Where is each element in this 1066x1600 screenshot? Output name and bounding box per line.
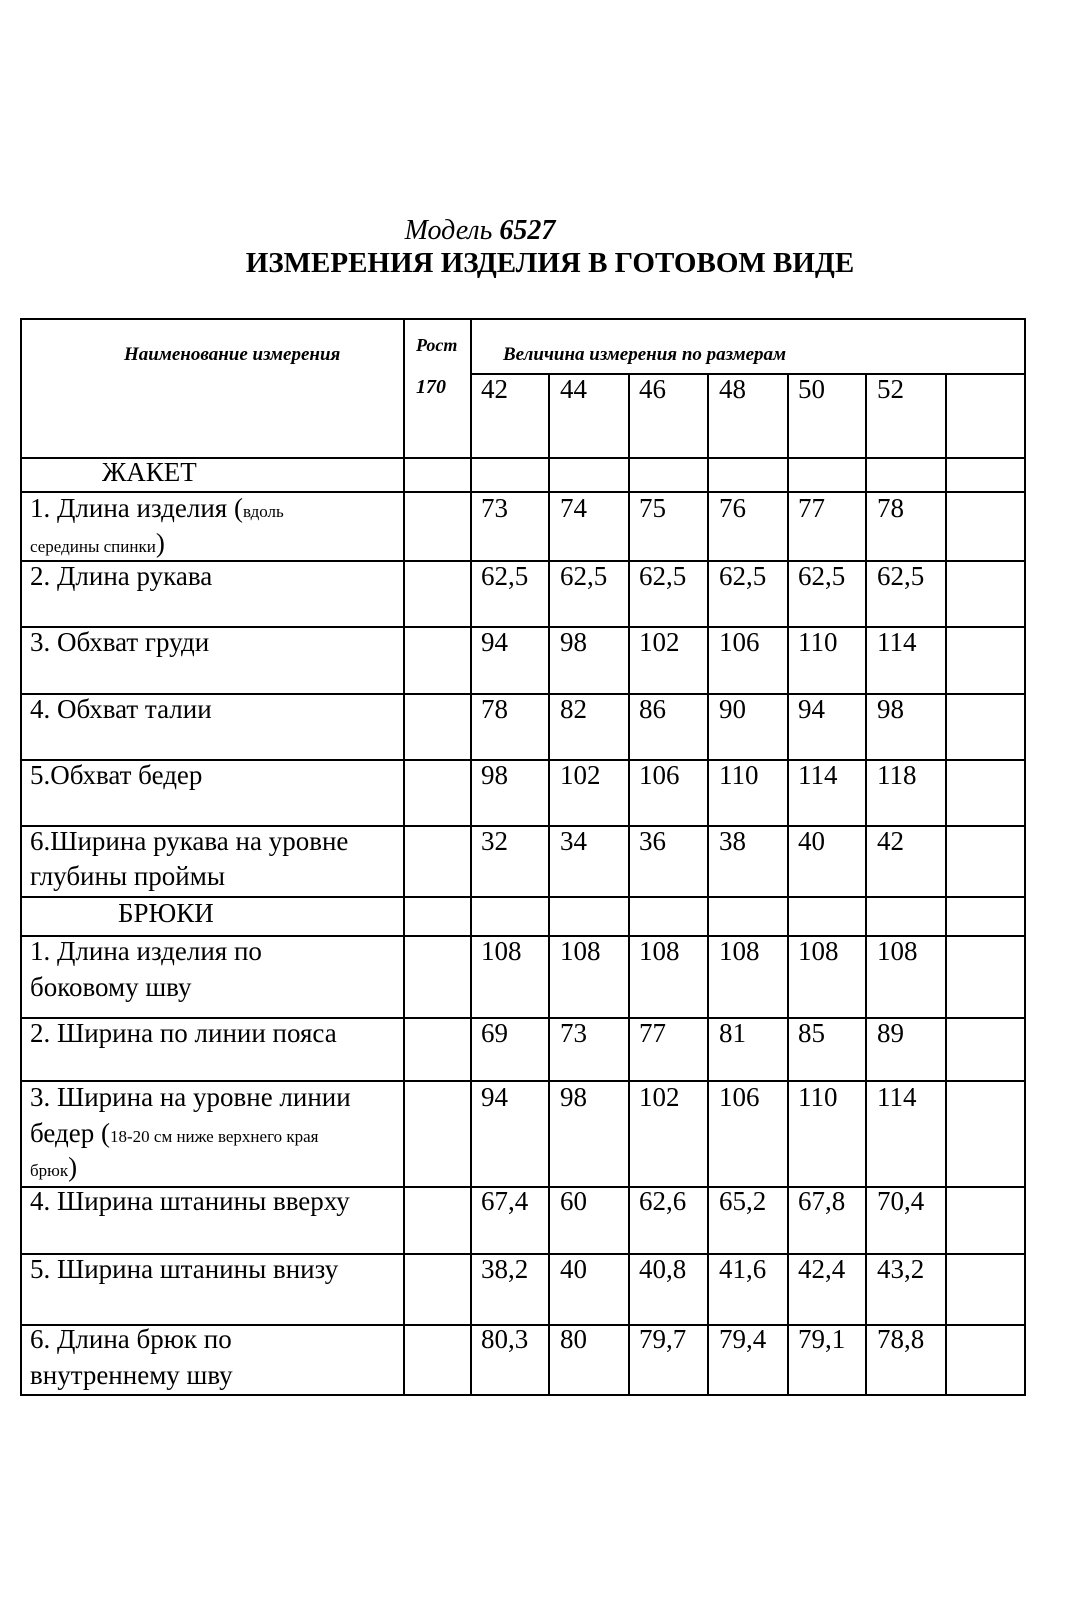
- value-cell: 106: [639, 760, 680, 790]
- size-header: 50: [798, 374, 825, 404]
- value-cell: 73: [481, 493, 508, 523]
- value-cell: 62,6: [639, 1186, 687, 1216]
- value-cell: 60: [560, 1186, 587, 1216]
- page-title: ИЗМЕРЕНИЯ ИЗДЕЛИЯ В ГОТОВОМ ВИДЕ: [245, 247, 855, 279]
- value-cell: 67,4: [481, 1186, 529, 1216]
- value-cell: 89: [877, 1018, 904, 1048]
- value-cell: 108: [719, 936, 760, 966]
- model-heading: [0, 215, 960, 247]
- value-cell: 43,2: [877, 1254, 925, 1284]
- value-cell: 102: [560, 760, 601, 790]
- value-cell: 36: [639, 826, 666, 856]
- value-cell: 106: [719, 627, 760, 657]
- value-cell: 40: [798, 826, 825, 856]
- value-cell: 67,8: [798, 1186, 846, 1216]
- header-name-column: Наименование измерения: [124, 344, 341, 365]
- value-cell: 85: [798, 1018, 825, 1048]
- value-cell: 110: [798, 627, 838, 657]
- row-name-cont: середины спинки): [30, 528, 165, 558]
- value-cell: 82: [560, 694, 587, 724]
- value-cell: 70,4: [877, 1186, 925, 1216]
- section-title-trousers: БРЮКИ: [118, 898, 214, 928]
- size-header: 48: [719, 374, 746, 404]
- row-name-cont: внутреннему шву: [30, 1360, 233, 1390]
- size-header: 42: [481, 374, 508, 404]
- row-name: 6.Ширина рукава на уровне: [30, 826, 349, 856]
- value-cell: 110: [719, 760, 759, 790]
- size-header: 46: [639, 374, 666, 404]
- value-cell: 40: [560, 1254, 587, 1284]
- value-cell: 108: [560, 936, 601, 966]
- value-cell: 38: [719, 826, 746, 856]
- value-cell: 62,5: [481, 561, 529, 591]
- row-name: 1. Длина изделия по: [30, 936, 262, 966]
- row-name-cont: глубины проймы: [30, 861, 225, 891]
- value-cell: 62,5: [639, 561, 687, 591]
- row-name: 2. Длина рукава: [30, 561, 213, 591]
- value-cell: 106: [719, 1082, 760, 1112]
- value-cell: 79,1: [798, 1324, 846, 1354]
- value-cell: 73: [560, 1018, 587, 1048]
- model-number: 6527: [499, 215, 556, 246]
- value-cell: 80: [560, 1324, 587, 1354]
- row-name-cont: брюк): [30, 1152, 78, 1182]
- header-height-value: 170: [416, 376, 446, 398]
- row-name-cont: бедер (18-20 см ниже верхнего края: [30, 1118, 319, 1148]
- row-name: 2. Ширина по линии пояса: [30, 1018, 337, 1048]
- value-cell: 42: [877, 826, 904, 856]
- value-cell: 62,5: [719, 561, 767, 591]
- value-cell: 32: [481, 826, 508, 856]
- value-cell: 81: [719, 1018, 746, 1048]
- header-height-label: Рост: [416, 335, 458, 355]
- value-cell: 62,5: [877, 561, 925, 591]
- value-cell: 38,2: [481, 1254, 529, 1284]
- value-cell: 34: [560, 826, 587, 856]
- row-name-cont: боковому шву: [30, 972, 192, 1002]
- value-cell: 78: [877, 493, 904, 523]
- row-name: 3. Обхват груди: [30, 627, 210, 657]
- value-cell: 42,4: [798, 1254, 846, 1284]
- value-cell: 108: [798, 936, 839, 966]
- value-cell: 41,6: [719, 1254, 767, 1284]
- value-cell: 74: [560, 493, 587, 523]
- row-name: 5. Ширина штанины внизу: [30, 1254, 339, 1284]
- value-cell: 94: [481, 627, 508, 657]
- value-cell: 86: [639, 694, 666, 724]
- value-cell: 114: [798, 760, 838, 790]
- row-name: 4. Обхват талии: [30, 694, 212, 724]
- row-name: 5.Обхват бедер: [30, 760, 203, 790]
- value-cell: 76: [719, 493, 746, 523]
- value-cell: 79,4: [719, 1324, 767, 1354]
- value-cell: 94: [798, 694, 825, 724]
- value-cell: 62,5: [560, 561, 608, 591]
- value-cell: 94: [481, 1082, 508, 1112]
- value-cell: 102: [639, 627, 680, 657]
- value-cell: 114: [877, 1082, 917, 1112]
- value-cell: 98: [560, 1082, 587, 1112]
- header-sizes-label: Величина измерения по размерам: [503, 344, 787, 365]
- value-cell: 98: [877, 694, 904, 724]
- value-cell: 77: [639, 1018, 666, 1048]
- value-cell: 108: [877, 936, 918, 966]
- value-cell: 79,7: [639, 1324, 687, 1354]
- value-cell: 102: [639, 1082, 680, 1112]
- size-header: 52: [877, 374, 904, 404]
- row-name: 3. Ширина на уровне линии: [30, 1082, 351, 1112]
- value-cell: 62,5: [798, 561, 846, 591]
- value-cell: 75: [639, 493, 666, 523]
- value-cell: 108: [639, 936, 680, 966]
- value-cell: 40,8: [639, 1254, 687, 1284]
- row-name: 4. Ширина штанины вверху: [30, 1186, 350, 1216]
- value-cell: 110: [798, 1082, 838, 1112]
- row-name: 6. Длина брюк по: [30, 1324, 232, 1354]
- value-cell: 80,3: [481, 1324, 529, 1354]
- value-cell: 98: [481, 760, 508, 790]
- value-cell: 108: [481, 936, 522, 966]
- value-cell: 114: [877, 627, 917, 657]
- value-cell: 65,2: [719, 1186, 767, 1216]
- value-cell: 98: [560, 627, 587, 657]
- value-cell: 90: [719, 694, 746, 724]
- value-cell: 78,8: [877, 1324, 925, 1354]
- measurements-table: [20, 318, 1026, 1412]
- value-cell: 118: [877, 760, 917, 790]
- model-label: Модель: [404, 215, 493, 246]
- value-cell: 69: [481, 1018, 508, 1048]
- row-name: 1. Длина изделия (вдоль: [30, 493, 284, 523]
- section-title-jacket: ЖАКЕТ: [102, 457, 197, 487]
- value-cell: 77: [798, 493, 825, 523]
- value-cell: 78: [481, 694, 508, 724]
- size-header: 44: [560, 374, 587, 404]
